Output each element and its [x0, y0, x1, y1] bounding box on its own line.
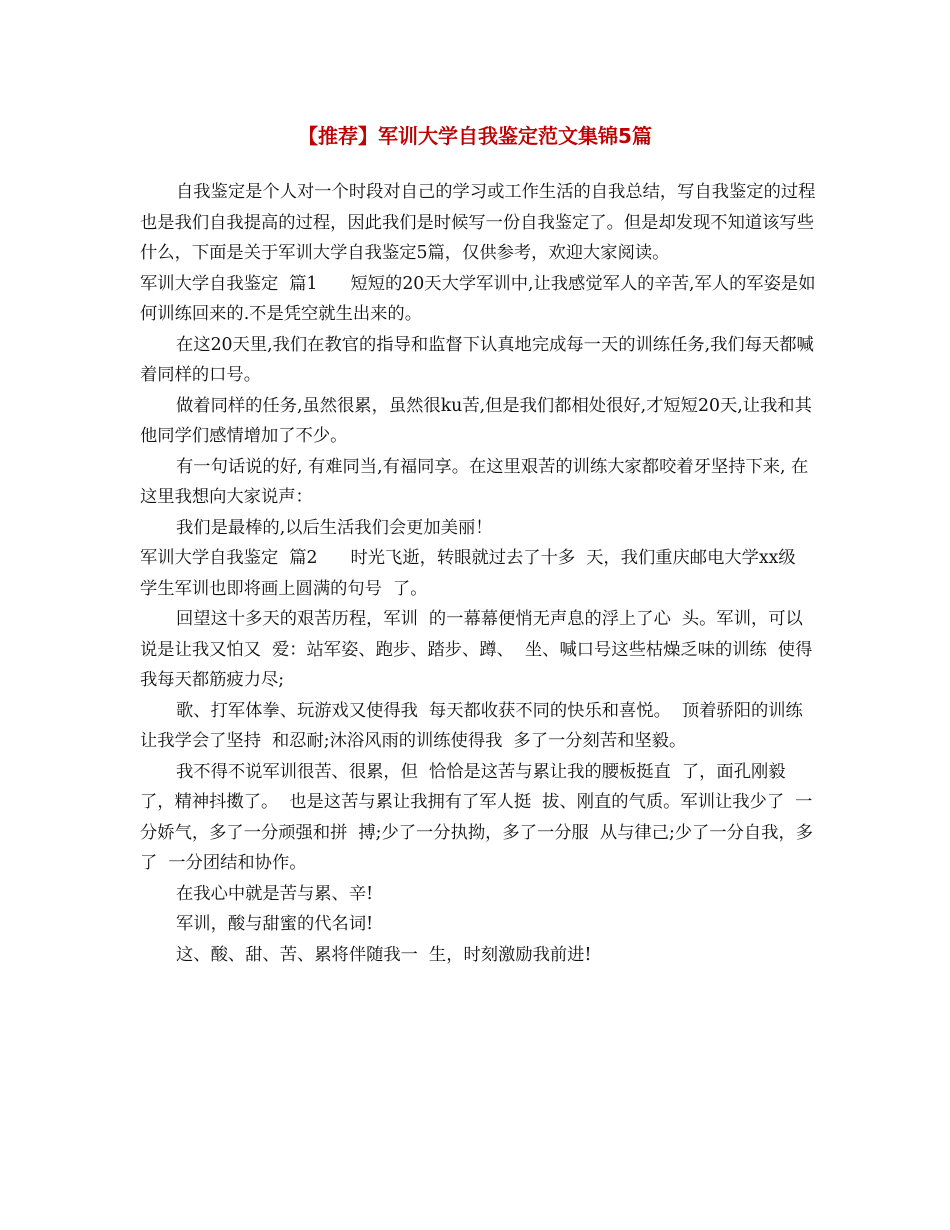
paragraph: 在我心中就是苦与累、辛!: [176, 883, 374, 904]
paragraph: 歌、打军体拳、玩游戏又使得我 每天都收获不同的快乐和喜悦。 顶着骄阳的训练让我学会了坚持 和忍耐;沐浴风雨的训练使得我 多了一分刻苦和坚毅。: [140, 700, 803, 751]
essay-2-heading-paragraph: 军训大学自我鉴定 篇2 时光飞逝，转眼就过去了十多 天，我们重庆邮电大学xx级 学生军训也即将画上圆满的句号 了。: [140, 548, 807, 599]
paragraph: 回望这十多天的艰苦历程，军训 的一幕幕便悄无声息的浮上了心 头。军训，可以说是让我又怕又 爱：站军姿、跑步、踏步、蹲、 坐、喊口号这些枯燥乏味的训练 使得我每天都筋疲力尽;: [140, 609, 813, 690]
paragraph: 在这20天里,我们在教官的指导和监督下认真地完成每一天的训练任务,我们每天都喊着同样的口号。: [140, 334, 814, 385]
document-body: [140, 177, 820, 970]
document-title: 【推荐】军训大学自我鉴定范文集锦5篇: [298, 124, 652, 148]
paragraph: 这、酸、甜、苦、累将伴随我一 生，时刻激励我前进!: [176, 944, 592, 965]
intro-paragraph: 自我鉴定是个人对一个时段对自己的学习或工作生活的自我总结，写自我鉴定的过程也是我们自我提高的过程，因此我们是时候写一份自我鉴定了。但是却发现不知道该写些什么，下面是关于军训大学自我鉴定5篇，仅供参考，欢迎大家阅读。: [140, 182, 816, 263]
paragraph: 有一句话说的好, 有难同当,有福同享。在这里艰苦的训练大家都咬着牙坚持下来, 在这里我想向大家说声：: [140, 456, 809, 507]
paragraph: 我不得不说军训很苦、很累，但 恰恰是这苦与累让我的腰板挺直 了，面孔刚毅了，精神抖擞了。 也是这苦与累让我拥有了军人挺 拔、刚直的气质。军训让我少了 一分娇气，多了一分顽强和拼 搏;少了一分执拗，多了一分服 从与律己;少了一分自我，多了 一分团结和协作。: [140, 761, 814, 873]
paragraph: 做着同样的任务,虽然很累，虽然很ku苦,但是我们都相处很好,才短短20天,让我和其他同学们感情增加了不少。: [140, 395, 812, 446]
paragraph: 我们是最棒的,以后生活我们会更加美丽！: [176, 517, 493, 538]
essay-1-heading-paragraph: 军训大学自我鉴定 篇1 短短的20天大学军训中,让我感觉军人的辛苦,军人的军姿是如何训练回来的.不是凭空就生出来的。: [140, 273, 816, 324]
paragraph: 军训，酸与甜蜜的代名词!: [176, 914, 374, 934]
